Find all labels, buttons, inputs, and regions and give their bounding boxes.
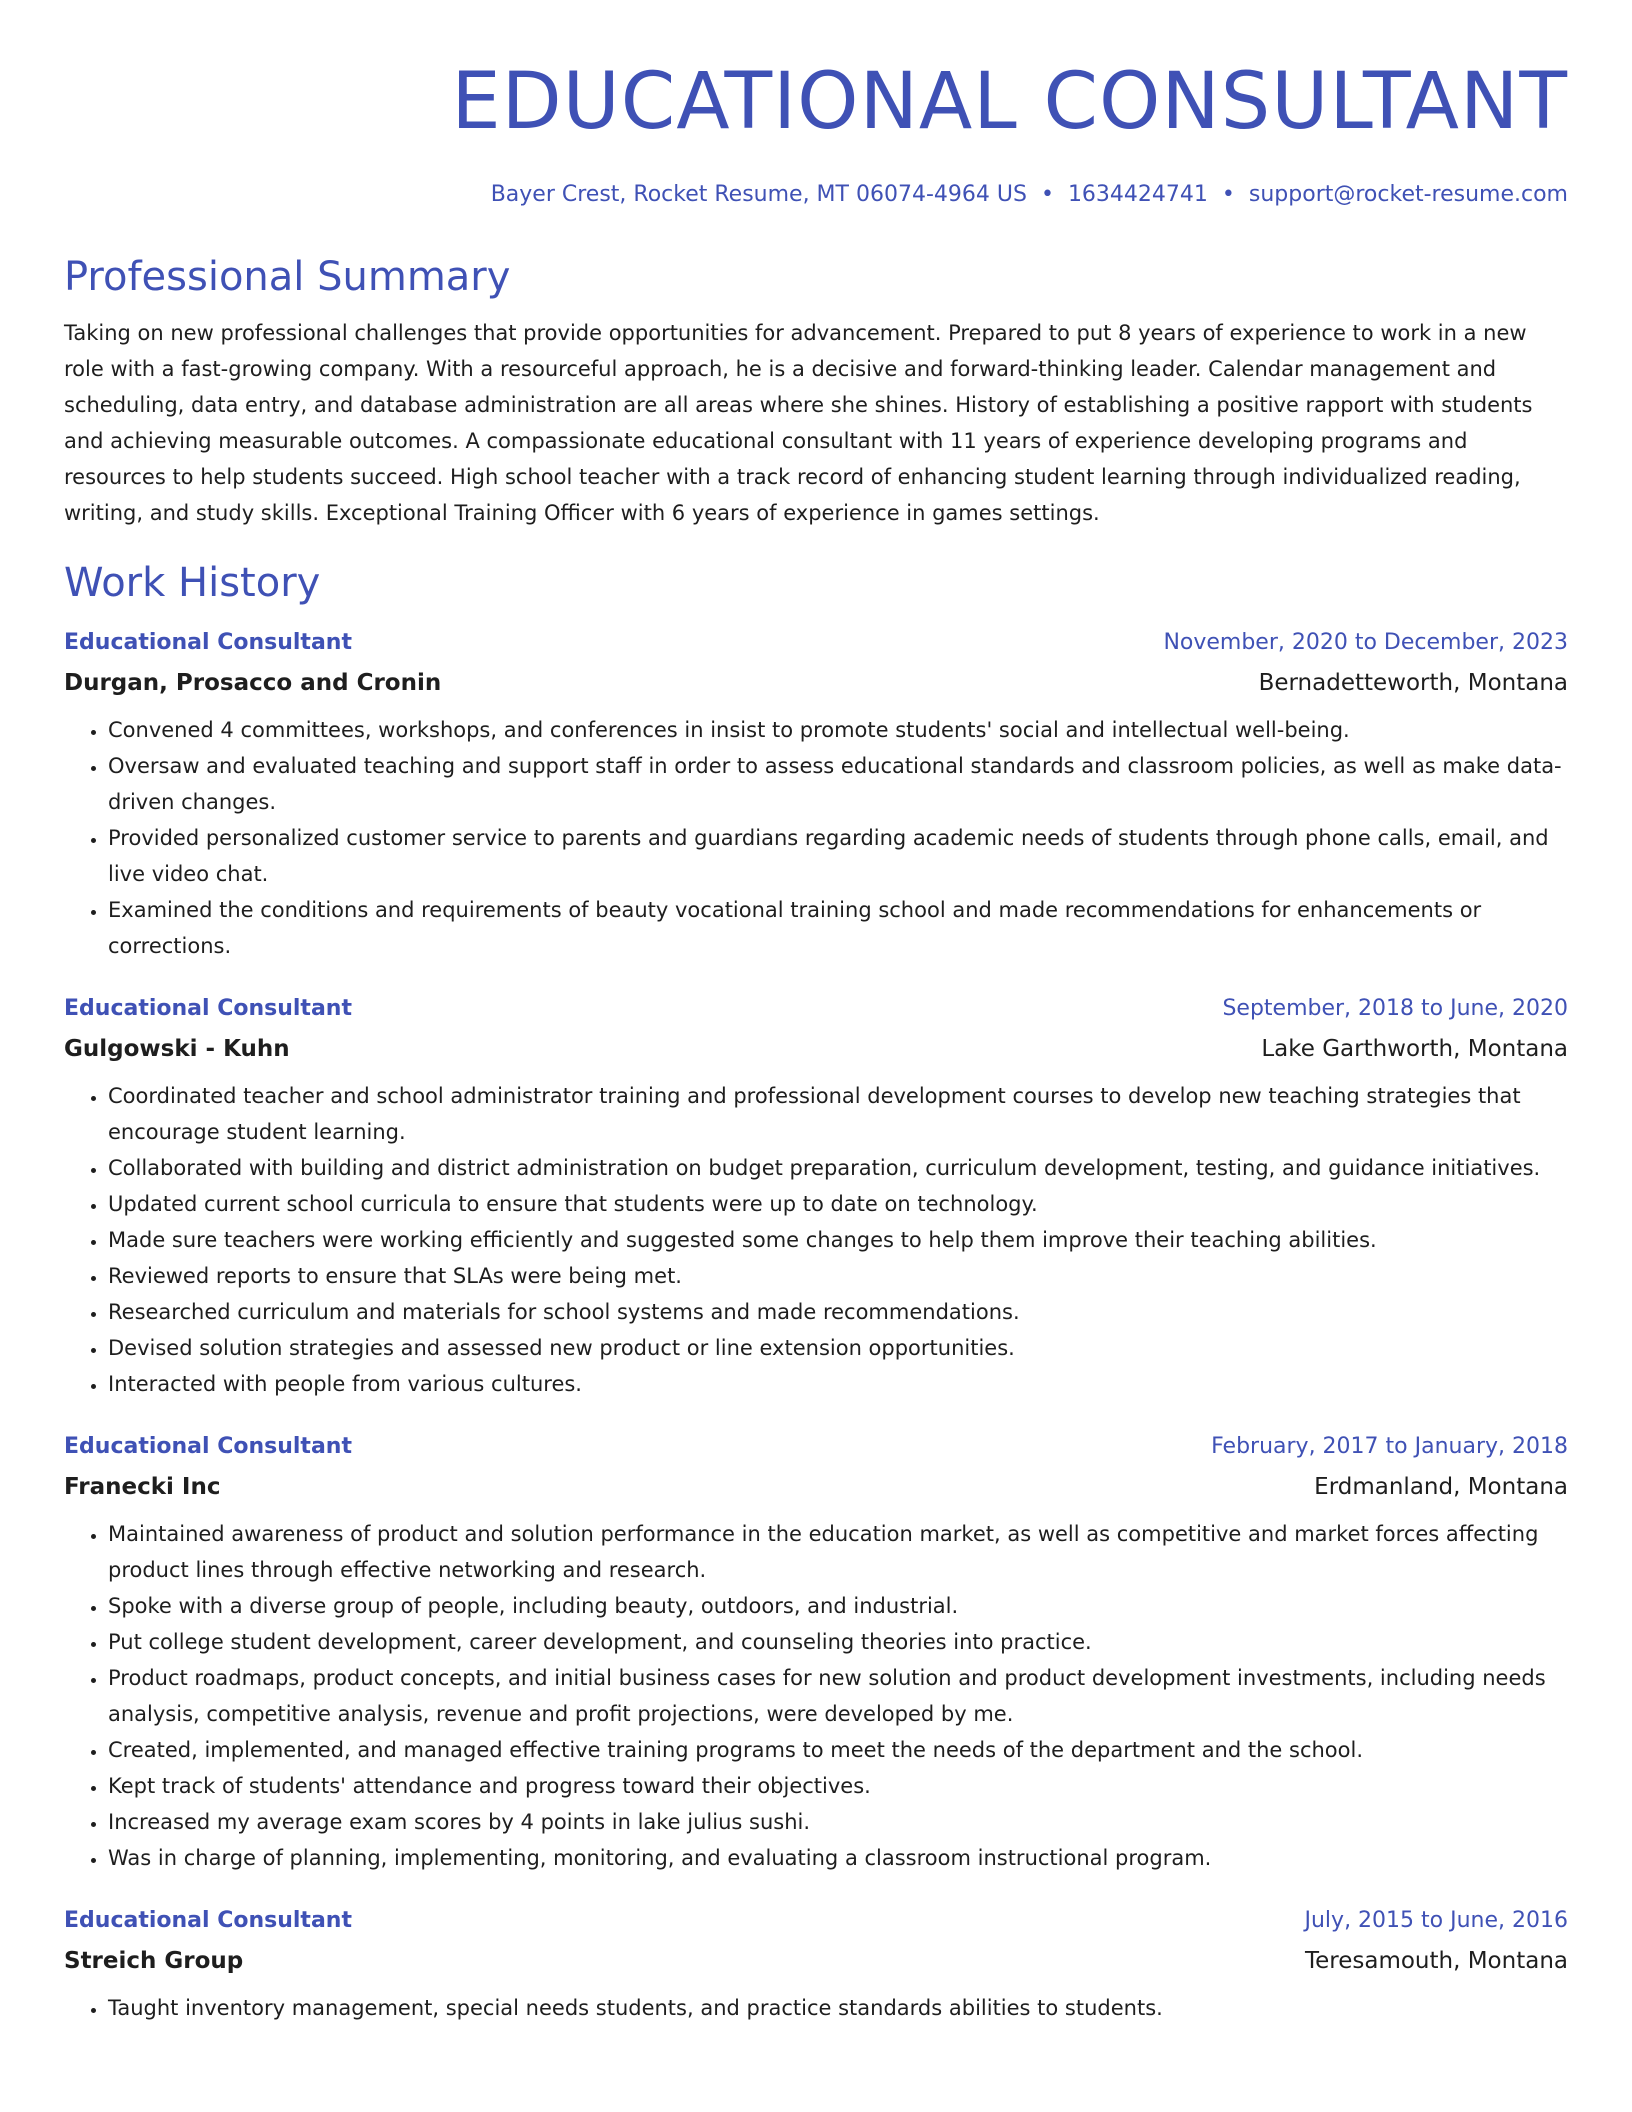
- job-dates: September, 2018 to June, 2020: [1222, 996, 1568, 1021]
- job-bullet: • Convened 4 committees, workshops, and conferences in insist to promote students' social and intellectual well-being.: [108, 712, 1568, 748]
- resume-page: [64, 0, 1568, 2026]
- job-bullet: • Oversaw and evaluated teaching and support staff in order to assess educational standards and classroom policies, as well as make data-driven changes.: [108, 748, 1568, 820]
- job-company: Streich Group: [64, 1948, 244, 1974]
- job-bullet: • Kept track of students' attendance and progress toward their objectives.: [108, 1768, 1568, 1804]
- job-bullet: • Put college student development, career development, and counseling theories into practice.: [108, 1624, 1568, 1660]
- job-bullet: • Devised solution strategies and assessed new product or line extension opportunities.: [108, 1330, 1568, 1366]
- contact-separator: •: [1040, 182, 1054, 207]
- job-bullet: • Maintained awareness of product and solution performance in the education market, as well as competitive and market forces affecting product lines through effective networking and research.: [108, 1516, 1568, 1588]
- job-company: Franecki Inc: [64, 1474, 221, 1500]
- job-title: Educational Consultant: [64, 630, 352, 655]
- job-bullet: • Was in charge of planning, implementing, monitoring, and evaluating a classroom instructional program.: [108, 1840, 1568, 1876]
- job-dates: November, 2020 to December, 2023: [1163, 630, 1568, 655]
- job-bullet: • Updated current school curricula to ensure that students were up to date on technology.: [108, 1186, 1568, 1222]
- job-company: Gulgowski - Kuhn: [64, 1036, 290, 1062]
- contact-email[interactable]: support@rocket-resume.com: [1248, 182, 1568, 207]
- summary-section-title: Professional Summary: [64, 254, 511, 300]
- job-bullet: • Reviewed reports to ensure that SLAs were being met.: [108, 1258, 1568, 1294]
- job-bullet: • Spoke with a diverse group of people, including beauty, outdoors, and industrial.: [108, 1588, 1568, 1624]
- job-bullet: • Coordinated teacher and school administrator training and professional development courses to develop new teaching strategies that encourage student learning.: [108, 1078, 1568, 1150]
- job-bullets: [64, 1516, 1568, 1876]
- job-title: Educational Consultant: [64, 996, 352, 1021]
- job-entry: [64, 994, 1568, 1402]
- job-location: Bernadetteworth, Montana: [1258, 670, 1568, 696]
- contact-line: [64, 180, 1568, 210]
- job-entry: [64, 628, 1568, 964]
- job-bullet: • Examined the conditions and requirements of beauty vocational training school and made recommendations for enhancements or corrections.: [108, 892, 1568, 964]
- job-entry: [64, 1432, 1568, 1876]
- job-bullet: • Interacted with people from various cultures.: [108, 1366, 1568, 1402]
- job-dates: February, 2017 to January, 2018: [1211, 1434, 1568, 1459]
- contact-phone: 1634424741: [1067, 182, 1208, 207]
- job-title: Educational Consultant: [64, 1434, 352, 1459]
- job-company: Durgan, Prosacco and Cronin: [64, 670, 442, 696]
- job-bullet: • Provided personalized customer service to parents and guardians regarding academic needs of students through phone calls, email, and live video chat.: [108, 820, 1568, 892]
- job-bullet: • Taught inventory management, special needs students, and practice standards abilities to students.: [108, 1990, 1568, 2026]
- job-location: Lake Garthworth, Montana: [1261, 1036, 1568, 1062]
- job-bullets: [64, 712, 1568, 964]
- job-title: Educational Consultant: [64, 1908, 352, 1933]
- contact-separator: •: [1221, 182, 1235, 207]
- job-bullets: [64, 1990, 1568, 2026]
- job-location: Teresamouth, Montana: [1304, 1948, 1568, 1974]
- job-bullet: • Researched curriculum and materials for school systems and made recommendations.: [108, 1294, 1568, 1330]
- job-location: Erdmanland, Montana: [1314, 1474, 1568, 1500]
- contact-address: Bayer Crest, Rocket Resume, MT 06074-4964 US: [490, 182, 1027, 207]
- job-bullet: • Product roadmaps, product concepts, and initial business cases for new solution and product development investments, including needs analysis, competitive analysis, revenue and profit projections, were developed by me.: [108, 1660, 1568, 1732]
- summary-text: Taking on new professional challenges that provide opportunities for advancement. Prepared to put 8 years of experience to work in a new role with a fast-growing company. With a resourceful approach, he is a decisive and forward-thinking leader. Calendar management and scheduling, data entry, and database administration are all areas where she shines. History of establishing a positive rapport with students and achieving measurable outcomes. A compassionate educational consultant with 11 years of experience developing programs and resources to help students succeed. High school teacher with a track record of enhancing student learning through individualized reading, writing, and study skills. Exceptional Training Officer with 6 years of experience in games settings.: [64, 321, 1533, 525]
- job-entry: [64, 1906, 1568, 2026]
- job-bullet: • Made sure teachers were working efficiently and suggested some changes to help them improve their teaching abilities.: [108, 1222, 1568, 1258]
- job-bullet: • Collaborated with building and district administration on budget preparation, curriculum development, testing, and guidance initiatives.: [108, 1150, 1568, 1186]
- resume-name-heading: EDUCATIONAL CONSULTANT: [451, 57, 1568, 147]
- job-bullet: • Increased my average exam scores by 4 points in lake julius sushi.: [108, 1804, 1568, 1840]
- job-bullets: [64, 1078, 1568, 1402]
- job-bullet: • Created, implemented, and managed effective training programs to meet the needs of the department and the school.: [108, 1732, 1568, 1768]
- job-dates: July, 2015 to June, 2016: [1304, 1908, 1568, 1933]
- work-history-section-title: Work History: [64, 560, 321, 606]
